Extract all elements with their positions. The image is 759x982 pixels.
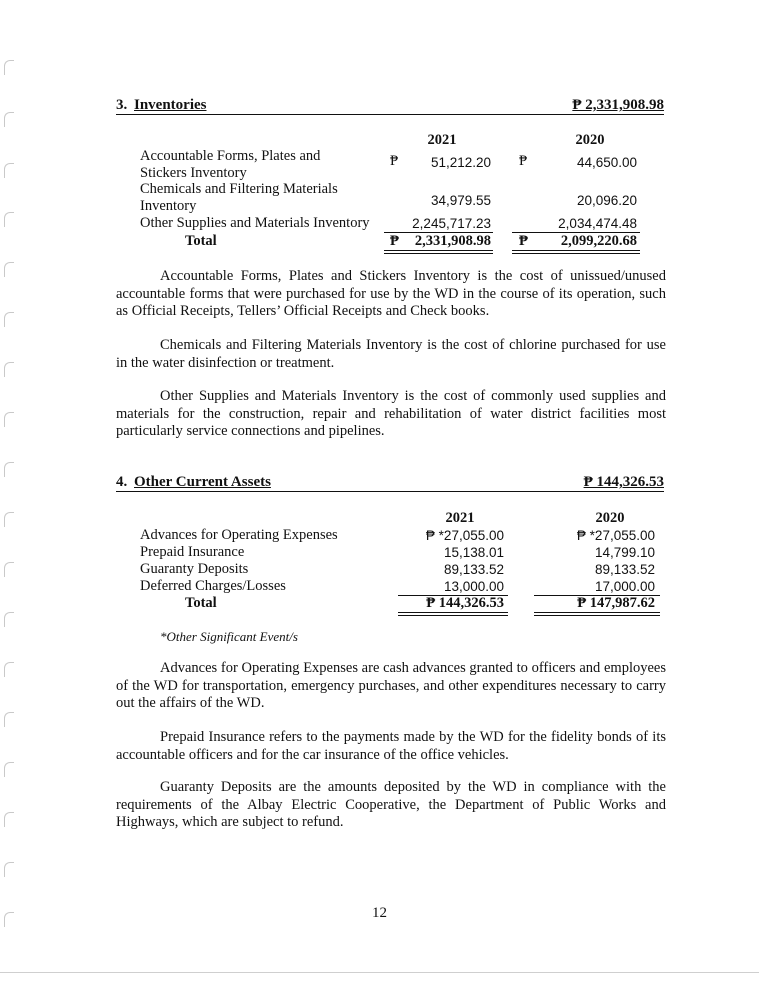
binder-hole-mark — [4, 312, 14, 327]
binder-hole-mark — [4, 163, 14, 178]
binder-hole-mark — [4, 362, 14, 377]
inventory-row-label: Stickers Inventory — [140, 165, 247, 181]
inventory-row-label: Inventory — [140, 198, 197, 214]
currency-symbol: ₱ — [519, 153, 528, 169]
asset-value-2020: ₱ *27,055.00 — [576, 528, 655, 543]
paragraph: Accountable Forms, Plates and Stickers Inventory is the cost of unissued/unused accountable forms that were purchased for use by the WD in the course of its operation, such as Official Receipts, Tellers’ Official Receipts and Check books. — [116, 268, 666, 319]
total-value-2020: ₱ 147,987.62 — [577, 595, 655, 611]
scan-edge-line — [0, 972, 759, 973]
asset-value-2021: 89,133.52 — [443, 562, 504, 577]
total-double-underline — [398, 615, 508, 616]
binder-hole-mark — [4, 712, 14, 727]
inventory-row-label: Chemicals and Filtering Materials — [140, 181, 338, 197]
section-heading-inventories — [116, 96, 664, 115]
total-double-underline — [512, 253, 640, 254]
binder-hole-mark — [4, 762, 14, 777]
section-number: 3. — [116, 97, 128, 113]
total-value-2020: 2,099,220.68 — [560, 233, 637, 249]
inventory-value-2020: 2,034,474.48 — [558, 216, 637, 231]
asset-value-2020: 14,799.10 — [594, 545, 655, 560]
binder-hole-mark — [4, 60, 14, 75]
total-value-2021: ₱ 144,326.53 — [426, 595, 504, 611]
footnote: *Other Significant Event/s — [160, 629, 298, 644]
paragraph: Prepaid Insurance refers to the payments made by the WD for the fidelity bonds of its accountable officers and for the car insurance of the office vehicles. — [116, 729, 666, 763]
binder-hole-mark — [4, 412, 14, 427]
binder-hole-mark — [4, 862, 14, 877]
total-label: Total — [185, 233, 217, 249]
section-title: Inventories — [134, 97, 207, 113]
year-header-2020: 2020 — [575, 132, 605, 148]
section-number: 4. — [116, 474, 128, 490]
currency-symbol: ₱ — [390, 233, 399, 249]
inventory-value-2020: 20,096.20 — [576, 193, 637, 208]
section-heading-other-current-assets — [116, 473, 664, 492]
binder-hole-mark — [4, 662, 14, 677]
asset-value-2021: 15,138.01 — [443, 545, 504, 560]
asset-value-2020: 89,133.52 — [594, 562, 655, 577]
asset-value-2021: 13,000.00 — [443, 579, 504, 594]
asset-value-2021: ₱ *27,055.00 — [425, 528, 504, 543]
inventory-value-2021: 2,245,717.23 — [412, 216, 491, 231]
binder-hole-mark — [4, 262, 14, 277]
asset-row-label: Prepaid Insurance — [140, 544, 245, 560]
paragraph: Chemicals and Filtering Materials Inventory is the cost of chlorine purchased for use in the water disinfection or treatment. — [116, 337, 666, 371]
currency-symbol: ₱ — [519, 233, 528, 249]
total-label: Total — [185, 595, 217, 611]
paragraph: Advances for Operating Expenses are cash advances granted to officers and employees of the WD for transportation, emergency purchases, and other expenditures necessary to carry out the affairs of the WD. — [116, 660, 666, 711]
year-header-2021: 2021 — [445, 510, 475, 526]
paragraph: Other Supplies and Materials Inventory is the cost of commonly used supplies and materials for the construction, repair and rehabilitation of water district facilities most particularly service connections and pipelines. — [116, 388, 666, 439]
total-value-2021: 2,331,908.98 — [414, 233, 491, 249]
asset-value-2020: 17,000.00 — [594, 579, 655, 594]
binder-hole-mark — [4, 612, 14, 627]
asset-row-label: Advances for Operating Expenses — [140, 527, 338, 543]
asset-row-label: Deferred Charges/Losses — [140, 578, 286, 594]
section-title: Other Current Assets — [134, 474, 271, 490]
currency-symbol: ₱ — [390, 153, 399, 169]
binder-hole-mark — [4, 562, 14, 577]
year-header-2021: 2021 — [427, 132, 457, 148]
binder-hole-mark — [4, 812, 14, 827]
asset-row-label: Guaranty Deposits — [140, 561, 249, 577]
section-amount: ₱ 144,326.53 — [583, 474, 664, 490]
total-double-underline — [534, 615, 660, 616]
inventory-value-2021: 34,979.55 — [430, 193, 491, 208]
page-number: 12 — [372, 905, 387, 921]
inventory-row-label: Other Supplies and Materials Inventory — [140, 215, 370, 231]
binder-hole-mark — [4, 512, 14, 527]
total-double-underline — [398, 612, 508, 613]
paragraph: Guaranty Deposits are the amounts deposited by the WD in compliance with the requirements of the Albay Electric Cooperative, the Department of Public Works and Highways, which are subject to refund. — [116, 779, 666, 830]
total-double-underline — [534, 612, 660, 613]
section-amount: ₱ 2,331,908.98 — [572, 97, 664, 113]
year-header-2020: 2020 — [595, 510, 625, 526]
binder-hole-mark — [4, 112, 14, 127]
inventory-value-2021: 51,212.20 — [430, 155, 491, 170]
binder-hole-mark — [4, 212, 14, 227]
binder-hole-mark — [4, 462, 14, 477]
inventory-row-label: Accountable Forms, Plates and — [140, 148, 321, 164]
total-double-underline — [384, 253, 493, 254]
total-double-underline — [384, 250, 493, 251]
total-double-underline — [512, 250, 640, 251]
inventory-value-2020: 44,650.00 — [576, 155, 637, 170]
